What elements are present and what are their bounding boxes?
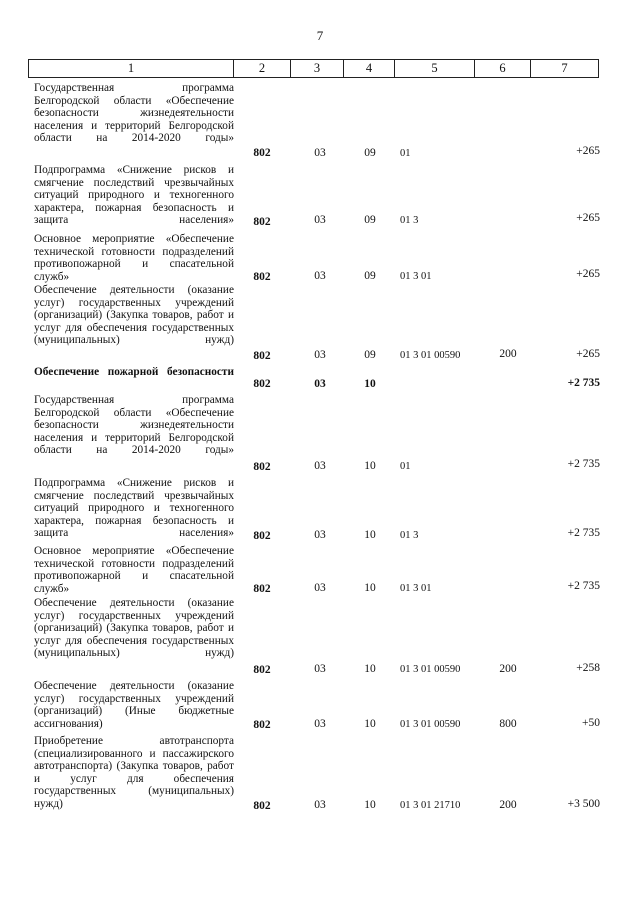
header-col-3: 3 [291,60,344,78]
row-code-6: 200 [499,663,517,675]
row-description: Основное мероприятие «Обеспечение технической готовности подразделений противопожарной и спасательной служб» [34,545,234,595]
row-code-4: 10 [364,663,376,675]
row-amount: +50 [582,717,600,729]
header-col-4: 4 [344,60,395,78]
row-amount: +265 [576,268,600,280]
row-amount: +265 [576,212,600,224]
row-description: Обеспечение деятельности (оказание услуг) государственных учреждений (организаций) (Закупка товаров, работ и услуг для обеспечения государственных (муниципальных) нужд) [34,597,234,660]
row-description: Подпрограмма «Снижение рисков и смягчение последствий чрезвычайных ситуаций природного и техногенного характера, пожарная безопасность и защита населения» [34,164,234,227]
row-code-4: 09 [364,349,376,361]
row-code-4: 10 [364,582,376,594]
row-code-3: 03 [314,349,326,361]
row-code-5: 01 3 [400,530,419,541]
row-code-4: 10 [364,529,376,541]
row-amount: +3 500 [567,798,600,810]
row-code-2: 802 [253,216,271,228]
row-amount: +265 [576,348,600,360]
row-code-5: 01 3 01 00590 [400,664,461,675]
row-code-6: 200 [499,799,517,811]
row-amount: +265 [576,145,600,157]
row-code-2: 802 [253,664,271,676]
row-code-6: 800 [499,718,517,730]
row-code-5: 01 3 01 [400,271,432,282]
row-code-5: 01 3 01 00590 [400,719,461,730]
row-description: Обеспечение деятельности (оказание услуг) государственных учреждений (организаций) (Иные бюджетные ассигнования) [34,680,234,730]
row-code-3: 03 [314,214,326,226]
row-code-5: 01 [400,148,411,159]
row-code-6: 200 [499,348,517,360]
row-description: Государственная программа Белгородской области «Обеспечение безопасности жизнедеятельности населения и территорий Белгородской области на 2014-2020 годы» [34,394,234,457]
row-code-2: 802 [253,800,271,812]
row-code-5: 01 3 [400,215,419,226]
row-code-3: 03 [314,529,326,541]
row-description: Основное мероприятие «Обеспечение технической готовности подразделений противопожарной и спасательной служб» [34,233,234,283]
row-code-5: 01 3 01 21710 [400,800,461,811]
row-amount: +2 735 [567,580,600,592]
row-code-2: 802 [253,583,271,595]
row-code-3: 03 [314,718,326,730]
row-code-2: 802 [253,271,271,283]
row-code-2: 802 [253,147,271,159]
row-amount: +2 735 [567,458,600,470]
row-code-5: 01 [400,461,411,472]
row-code-4: 09 [364,214,376,226]
row-amount: +258 [576,662,600,674]
row-description: Приобретение автотранспорта (специализированного и пассажирского автотранспорта) (Закупка товаров, работ и услуг для обеспечения государственных (муниципальных) нужд) [34,735,234,810]
row-code-3: 03 [314,663,326,675]
row-amount: +2 735 [567,527,600,539]
header-col-2: 2 [234,60,291,78]
row-code-2: 802 [253,719,271,731]
row-code-2: 802 [253,530,271,542]
row-code-4: 10 [364,378,376,390]
row-code-3: 03 [314,799,326,811]
row-code-3: 03 [314,147,326,159]
row-code-3: 03 [314,460,326,472]
row-code-2: 802 [253,378,271,390]
row-code-5: 01 3 01 [400,583,432,594]
header-col-5: 5 [395,60,475,78]
table-header [28,59,599,78]
row-code-4: 10 [364,460,376,472]
row-code-3: 03 [314,378,326,390]
row-code-4: 09 [364,270,376,282]
row-description: Подпрограмма «Снижение рисков и смягчение последствий чрезвычайных ситуаций природного и техногенного характера, пожарная безопасность и защита населения» [34,477,234,540]
page-number: 7 [316,28,324,43]
row-code-4: 10 [364,718,376,730]
row-description: Обеспечение пожарной безопасности [34,366,234,378]
row-code-2: 802 [253,350,271,362]
row-code-4: 10 [364,799,376,811]
row-code-2: 802 [253,461,271,473]
header-col-1: 1 [29,60,234,78]
header-col-7: 7 [531,60,599,78]
row-code-3: 03 [314,582,326,594]
row-code-3: 03 [314,270,326,282]
row-description: Обеспечение деятельности (оказание услуг) государственных учреждений (организаций) (Закупка товаров, работ и услуг для обеспечения государственных (муниципальных) нужд) [34,284,234,347]
row-description: Государственная программа Белгородской области «Обеспечение безопасности жизнедеятельности населения и территорий Белгородской области на 2014-2020 годы» [34,82,234,145]
row-amount: +2 735 [567,377,600,389]
row-code-5: 01 3 01 00590 [400,350,461,361]
header-col-6: 6 [475,60,531,78]
row-code-4: 09 [364,147,376,159]
